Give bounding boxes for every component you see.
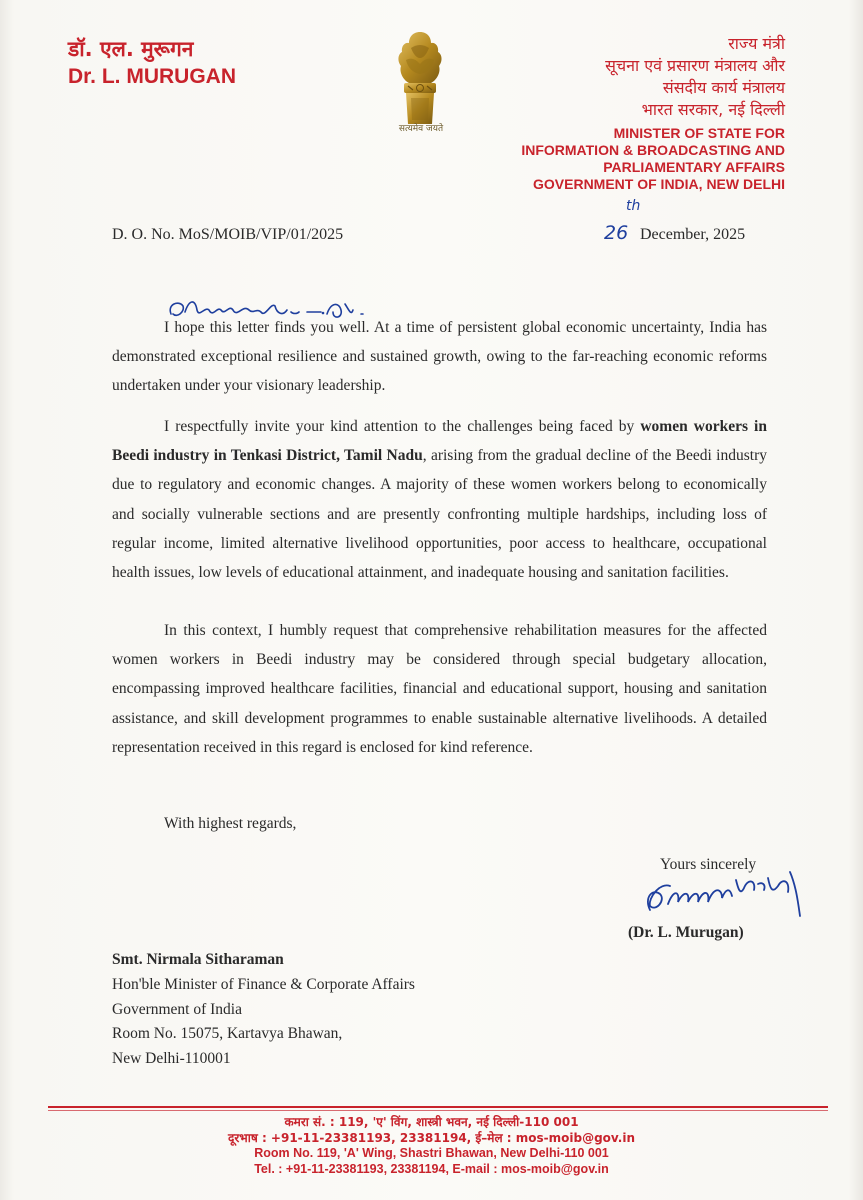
signatory-name: (Dr. L. Murugan) bbox=[628, 924, 744, 941]
reference-number: D. O. No. MoS/MOIB/VIP/01/2025 bbox=[112, 226, 344, 243]
emblem-motto: सत्यमेव जयते bbox=[398, 124, 444, 134]
letterhead-name bbox=[68, 36, 236, 90]
name-english: Dr. L. MURUGAN bbox=[68, 65, 236, 88]
footer-divider-thin bbox=[48, 1110, 828, 1111]
body-paragraph-3: In this context, I humbly request that comprehensive rehabilitation measures for the affected women workers in Beedi industry may be considered through special budgetary allocation, encompassing improved healthcare facilities, financial and educational support, housing and sanitation assistance, and skill development programmes to enable sustainable alternative livelihoods. A detailed representation received in this regard is enclosed for kind reference. bbox=[112, 622, 767, 756]
designation-hindi-line: संसदीय कार्य मंत्रालय bbox=[662, 78, 785, 97]
designation-hindi-line: राज्य मंत्री bbox=[728, 34, 785, 53]
addressee-block bbox=[112, 948, 415, 1072]
handwritten-signature bbox=[640, 858, 810, 924]
letterhead-designation bbox=[521, 33, 785, 193]
footer-contact bbox=[0, 1115, 863, 1177]
footer-phone-english: Tel. : +91-11-23381193, 23381194, E-mail : mos-moib@gov.in bbox=[254, 1161, 609, 1176]
addressee-line: New Delhi-110001 bbox=[112, 1050, 231, 1068]
date-printed: December, 2025 bbox=[640, 226, 746, 243]
footer-address-english: Room No. 119, 'A' Wing, Shastri Bhawan, New Delhi-110 001 bbox=[254, 1146, 609, 1160]
date-handwritten-day: 26 bbox=[604, 222, 629, 244]
footer-divider bbox=[48, 1106, 828, 1108]
addressee-name: Smt. Nirmala Sitharaman bbox=[112, 951, 284, 968]
designation-english-line: MINISTER OF STATE FOR bbox=[613, 125, 785, 141]
designation-english-line: INFORMATION & BROADCASTING AND bbox=[521, 142, 785, 158]
name-hindi: डॉ. एल. मुरूगन bbox=[68, 37, 194, 61]
designation-english-line: GOVERNMENT OF INDIA, NEW DELHI bbox=[533, 176, 785, 192]
footer-address-hindi: कमरा सं. : 119, 'ए' विंग, शास्त्री भवन, नई दिल्ली-110 001 bbox=[284, 1115, 579, 1129]
paragraph-2-highlight: women workers in Beedi industry in Tenkasi District, Tamil Nadu bbox=[112, 418, 767, 465]
closing-regards: With highest regards, bbox=[164, 815, 297, 832]
addressee-line: Room No. 15075, Kartavya Bhawan, bbox=[112, 1025, 343, 1043]
national-emblem-icon bbox=[389, 28, 451, 132]
body-paragraph-1: I hope this letter finds you well. At a time of persistent global economic uncertainty, India has demonstrated exceptional resilience and sustained growth, owing to the far-reaching economic reforms undertaken under your visionary leadership. bbox=[112, 319, 767, 395]
addressee-line: Hon'ble Minister of Finance & Corporate Affairs bbox=[112, 975, 415, 993]
yours-sincerely: Yours sincerely bbox=[660, 856, 757, 873]
paragraph-2-end: , arising from the gradual decline of the Beedi industry due to regulatory and economic changes. A majority of these women workers belong to economically and socially vulnerable sections and are presently confronting multiple hardships, including loss of regular income, limited alternative livelihood opportunities, poor access to healthcare, occupational health issues, low levels of educational attainment, and inadequate housing and sanitation facilities. bbox=[112, 447, 767, 582]
designation-english-line: PARLIAMENTARY AFFAIRS bbox=[603, 159, 785, 175]
footer-phone-hindi: दूरभाष : +91-11-23381193, 23381194, ई–मेल : mos-moib@gov.in bbox=[228, 1130, 635, 1145]
paragraph-2-start: I respectfully invite your kind attention to the challenges being faced by bbox=[164, 418, 641, 435]
designation-hindi-line: सूचना एवं प्रसारण मंत्रालय और bbox=[605, 56, 785, 75]
date-handwritten-suffix: th bbox=[626, 198, 641, 214]
body-paragraph-2 bbox=[112, 412, 767, 587]
designation-hindi-line: भारत सरकार, नई दिल्ली bbox=[641, 100, 785, 119]
addressee-line: Government of India bbox=[112, 1000, 242, 1018]
